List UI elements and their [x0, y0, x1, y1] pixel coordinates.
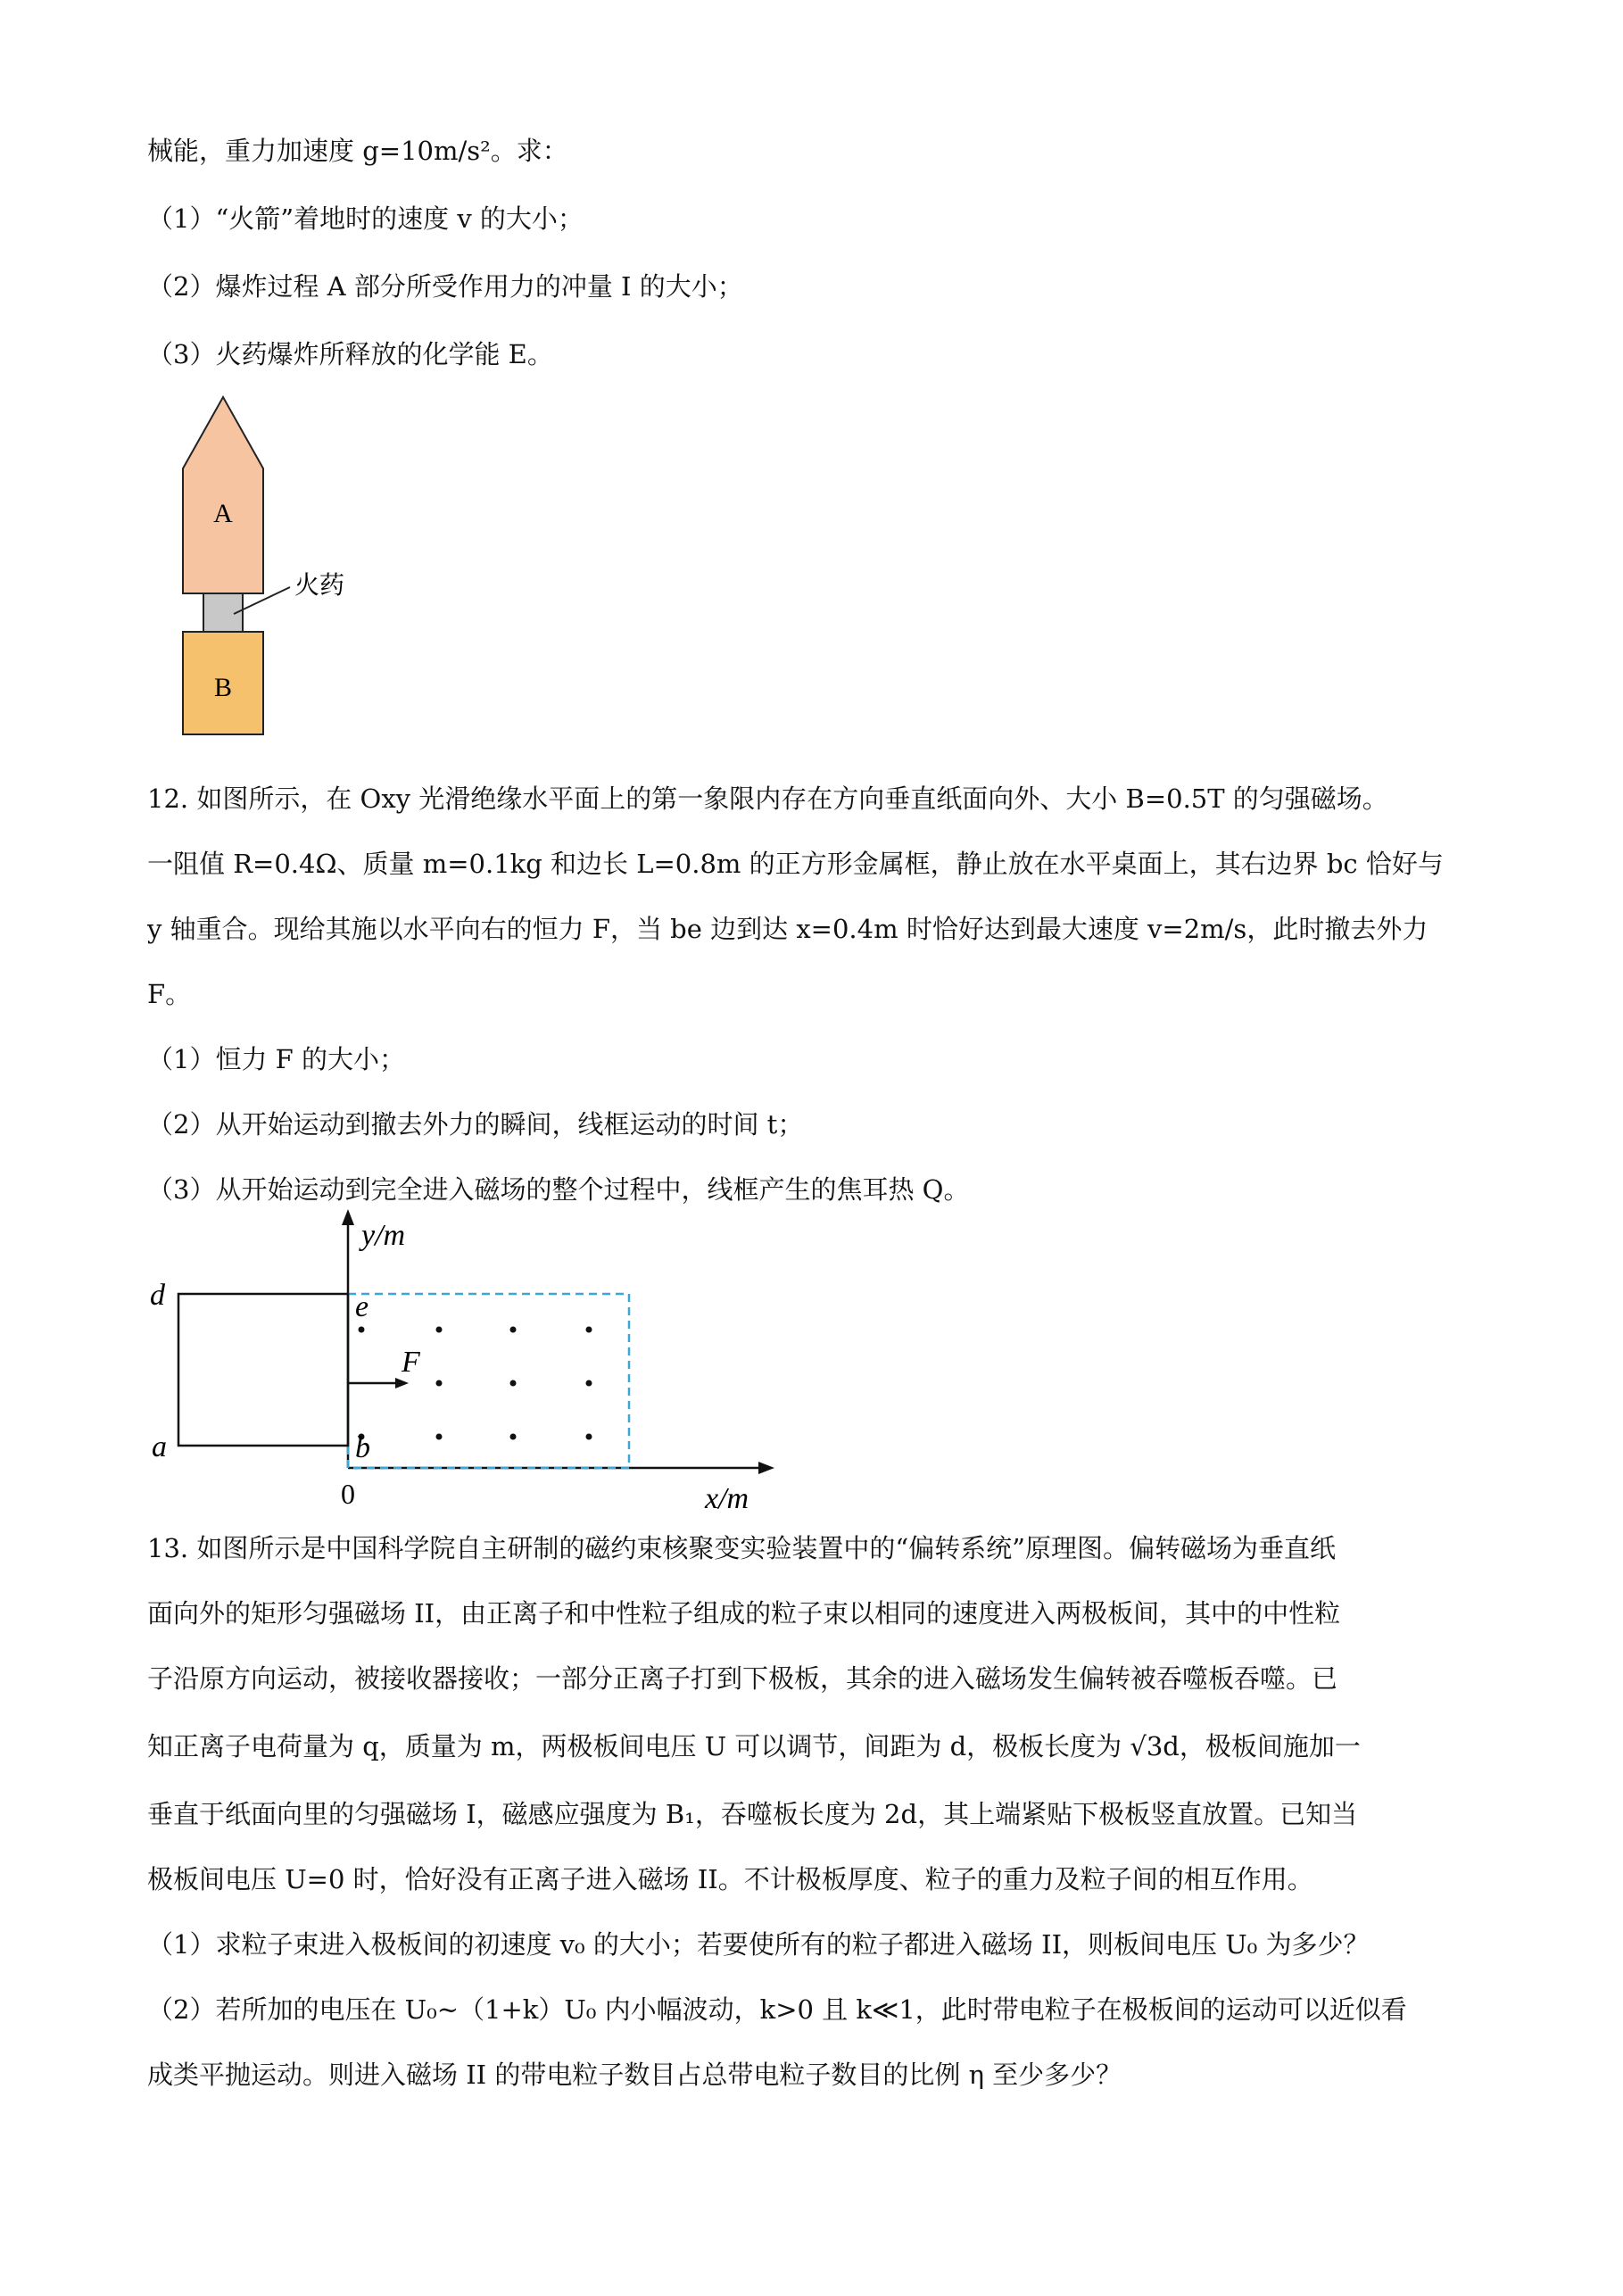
q11-part-2: （2）爆炸过程 A 部分所受作用力的冲量 I 的大小； — [147, 271, 743, 302]
corner-d-label: d — [150, 1279, 165, 1312]
rocket-label-a: A — [213, 499, 233, 528]
force-label: F — [402, 1346, 420, 1379]
y-axis-arrow — [342, 1209, 354, 1225]
q12-part-3: （3）从开始运动到完全进入磁场的整个过程中，线框产生的焦耳热 Q。 — [147, 1174, 970, 1205]
q12-stem-2: 一阻值 R=0.4Ω、质量 m=0.1kg 和边长 L=0.8m 的正方形金属框，静止放在水平桌面上，其右边界 bc 恰好与 — [147, 849, 1444, 879]
q13-stem-5: 垂直于纸面向里的匀强磁场 I，磁感应强度为 B₁，吞噬板长度为 2d，其上端紧贴下极板竖直放置。已知当 — [147, 1799, 1358, 1829]
powder-label: 火药 — [294, 572, 345, 600]
y-axis-label: y/m — [361, 1219, 406, 1252]
q13-part-1: （1）求粒子束进入极板间的初速度 v₀ 的大小；若要使所有的粒子都进入磁场 II，则板间电压 U₀ 为多少？ — [147, 1929, 1370, 1960]
q11-part-1: （1）“火箭”着地时的速度 v 的大小； — [147, 203, 584, 234]
rocket-part-a — [183, 397, 263, 593]
q12-stem-3: y 轴重合。现给其施以水平向右的恒力 F，当 be 边到达 x=0.4m 时恰好达到最大速度 v=2m/s，此时撤去外力 — [147, 914, 1428, 944]
force-arrow-head — [395, 1378, 409, 1388]
origin-label: 0 — [341, 1478, 355, 1510]
corner-e-label: e — [355, 1290, 369, 1323]
q13-stem-3: 子沿原方向运动，被接收器接收；一部分正离子打到下极板，其余的进入磁场发生偏转被吞噬板吞噬。已 — [147, 1663, 1338, 1694]
q13-stem-2: 面向外的矩形匀强磁场 II，由正离子和中性粒子组成的粒子束以相同的速度进入两极板间，其中的中性粒 — [147, 1598, 1341, 1629]
rocket-label-b: B — [213, 673, 233, 702]
q11-part-3: （3）火药爆炸所释放的化学能 E。 — [147, 339, 553, 369]
q13-stem-1: 13. 如图所示是中国科学院自主研制的磁约束核聚变实验装置中的“偏转系统”原理图。偏转磁场为垂直纸 — [147, 1533, 1336, 1563]
q13-part-2-cont: 成类平抛运动。则进入磁场 II 的带电粒子数目占总带电粒子数目的比例 η 至少多少？ — [147, 2060, 1122, 2090]
corner-a-label: a — [152, 1430, 167, 1463]
q11-intro-tail: 械能，重力加速度 g=10m/s²。求： — [147, 136, 568, 166]
corner-b-label: b — [355, 1431, 370, 1464]
q12-part-2: （2）从开始运动到撤去外力的瞬间，线框运动的时间 t； — [147, 1109, 804, 1140]
q11-rocket-figure — [170, 393, 384, 750]
q12-stem-4: F。 — [147, 979, 192, 1009]
metal-frame — [178, 1294, 348, 1446]
q12-part-1: （1）恒力 F 的大小； — [147, 1044, 406, 1074]
q13-stem-6: 极板间电压 U=0 时，恰好没有正离子进入磁场 II。不计极板厚度、粒子的重力及粒子间的相互作用。 — [147, 1864, 1313, 1894]
q13-part-2: （2）若所加的电压在 U₀~（1+k）U₀ 内小幅波动，k>0 且 k≪1，此时带电粒子在极板间的运动可以近似看 — [147, 1994, 1407, 2025]
q12-stem-1: 12. 如图所示，在 Oxy 光滑绝缘水平面上的第一象限内存在方向垂直纸面向外、大小 B=0.5T 的匀强磁场。 — [147, 783, 1388, 814]
q13-stem-4: 知正离子电荷量为 q，质量为 m，两极板间电压 U 可以调节，间距为 d，极板长度为 √3d，极板间施加一 — [147, 1731, 1361, 1761]
x-axis-arrow — [758, 1462, 774, 1474]
x-axis-label: x/m — [705, 1482, 749, 1513]
q12-frame-figure — [134, 1209, 776, 1513]
